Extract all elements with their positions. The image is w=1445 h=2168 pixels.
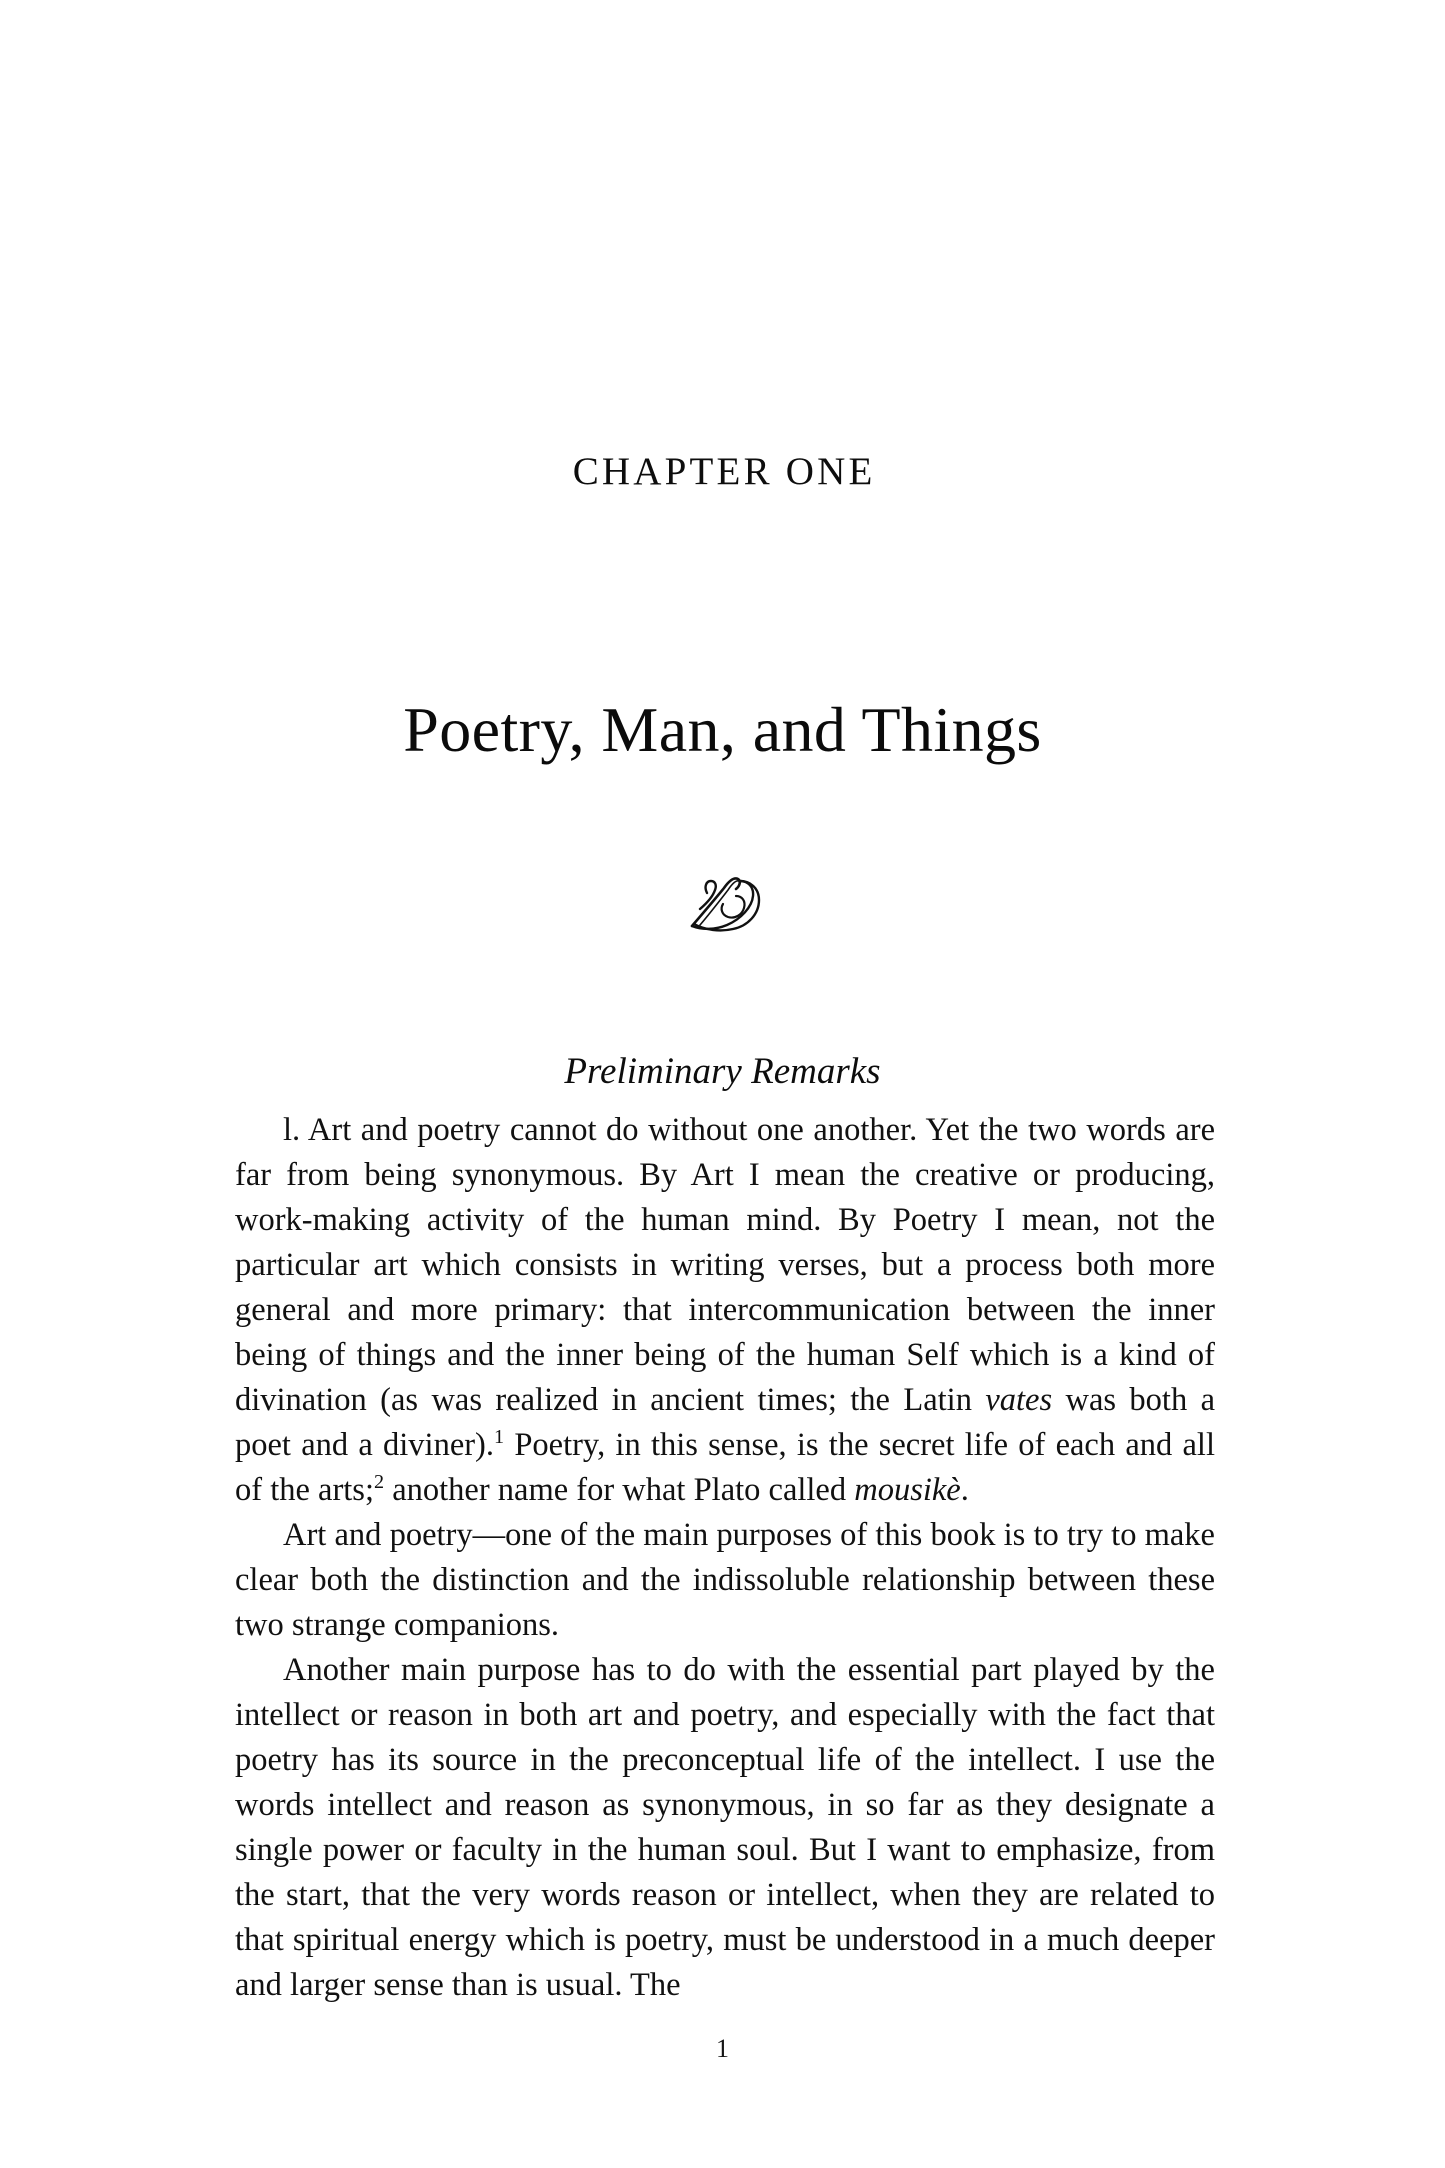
footnote-marker-1[interactable]: 1 <box>494 1426 505 1449</box>
body-text-column <box>235 1108 1215 2008</box>
chapter-label: CHAPTER ONE <box>572 450 876 493</box>
paragraph-1-text-part-4: another name for what Plato called <box>384 1472 855 1508</box>
paragraph-3: Another main purpose has to do with the essential part played by the intellect or reason in both art and poetry, and especially with the fact that poetry has its source in the preconceptual life of the intellect. I use the words intellect and reason as synonymous, in so far as they designate a single power or faculty in the human soul. But I want to emphasize, from the start, that the very words reason or intellect, when they are related to that spiritual energy which is poetry, must be understood in a much deeper and larger sense than is usual. The <box>235 1652 1215 2003</box>
calligraphic-swash-ornament <box>0 872 1445 952</box>
chapter-title: Poetry, Man, and Things <box>403 693 1042 765</box>
footnote-marker-2[interactable]: 2 <box>373 1471 385 1494</box>
paragraph-1-text-part-5: . <box>960 1472 969 1508</box>
latin-term-vates: vates <box>985 1382 1053 1418</box>
ornament-icon <box>680 872 766 934</box>
paragraph-1-text-part-1: l. Art and poetry cannot do without one another. Yet the two words are far from being synonymous. By Art I mean the creative or producing, work-making activity of the human mind. By Poetry I mean, not the particular art which consists in writing verses, but a process both more general and more primary: that intercommunication between the inner being of things and the inner being of the human Self which is a kind of divination (as was realized in ancient times; the Latin <box>235 1112 1215 1418</box>
greek-term-mousike: mousikè <box>854 1472 961 1508</box>
paragraph-1-text-part-2: was both a poet and a diviner). <box>235 1382 1215 1463</box>
paragraph-2: Art and poetry—one of the main purposes of this book is to try to make clear both the distinction and the indissoluble relationship between these two strange companions. <box>235 1517 1215 1643</box>
paragraph-1-text-part-3: Poetry, in this sense, is the secret life of each and all of the arts; <box>235 1427 1215 1508</box>
paragraph-1 <box>235 1108 1215 1513</box>
page-number: 1 <box>716 2034 729 2063</box>
section-heading: Preliminary Remarks <box>564 1050 881 1092</box>
